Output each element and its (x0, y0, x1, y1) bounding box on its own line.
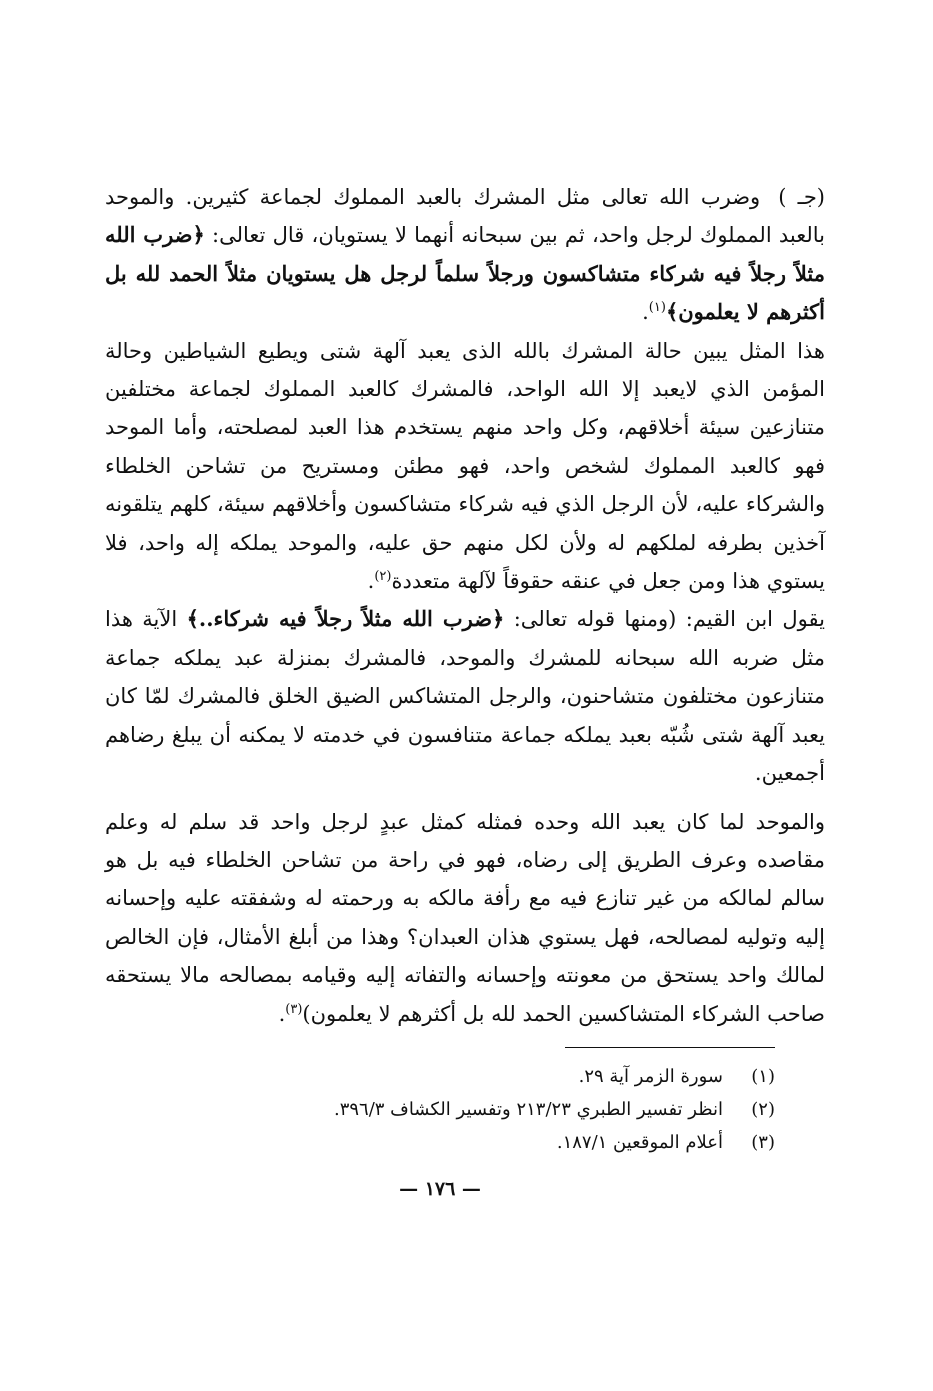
paragraph-3-text-after: الآية هذا مثل ضربه الله سبحانه للمشرك والموحد، فالمشرك بمنزلة عبد يملكه جماعة متنازعون مختلفون متشاحنون، والرجل المتشاكس الضيق الخلق فالمشرك لمّا كان يعبد آلهة شتى شُبّه بعبد يملكه جماعة متنافسون في خدمته لا يمكنه أن يبلغ رضاهم أجمعين. (105, 607, 825, 786)
section-marker: (جـ ) (778, 185, 825, 209)
paragraph-2 (105, 332, 825, 601)
paragraph-4-text: والموحد لما كان يعبد الله وحده فمثله كمثل عبدٍ لرجل واحد قد سلم له وعلم مقاصده وعرف الطريق إلى رضاه، فهو في راحة من تشاحن الخلطاء فيه بل هو سالم لمالكه من غير تنازع فيه مع رأفة مالكه به ورحمته له وشفقته عليه وإحسانه إليه وتوليه لمصالحه، فهل يستوي هذان العبدان؟ وهذا من أبلغ الأمثال، فإن الخالص لمالك واحد يستحق من معونته وإحسانه والتفاته إليه وقيامه بمصالحه مالا يستحقه صاحب الشركاء المتشاكسين الحمد لله بل أكثرهم لا يعلمون) (105, 809, 825, 1026)
paragraph-2-end: . (367, 569, 375, 594)
paragraph-1-text: وضرب الله تعالى مثل المشرك بالعبد المملوك لجماعة كثيرين. والموحد بالعبد المملوك لرجل واحد، ثم بين سبحانه أنهما لا يستويان، قال تعالى: (105, 185, 826, 248)
paragraph-4-end: . (278, 1001, 286, 1026)
footnote-text: أعلام الموقعين ١٨٧/١. (556, 1132, 723, 1153)
footnote-ref-3: (٣) (285, 1001, 303, 1017)
footnote-text: سورة الزمر آية ٢٩. (578, 1066, 723, 1087)
paragraph-1 (105, 178, 825, 332)
main-text (105, 178, 825, 1033)
footnote-number: (١) (751, 1066, 775, 1087)
paragraph-3 (105, 600, 825, 792)
footnote-ref-1: (١) (648, 300, 666, 316)
footnote-text: انظر تفسير الطبري ٢١٣/٢٣ وتفسير الكشاف ٣٩٦/٣. (333, 1099, 723, 1120)
footnote-item (200, 1126, 775, 1159)
paragraph-3-text-before: يقول ابن القيم: (ومنها قوله تعالى: (513, 607, 825, 632)
paragraph-1-end: . (642, 300, 649, 325)
footnote-ref-2: (٢) (374, 569, 392, 585)
page-number: — ١٧٦ — (399, 1178, 481, 1200)
footnote-item (200, 1060, 775, 1093)
paragraph-2-text: هذا المثل يبين حالة المشرك بالله الذى يعبد آلهة شتى ويطيع الشياطين وحالة المؤمن الذي لايعبد إلا الله الواحد، فالمشرك كالعبد المملوك لجماعة مختلفين متنازعين سيئة أخلاقهم، وكل واحد منهم يستخدم هذا العبد لمصلحته، وأما الموحد فهو كالعبد المملوك لشخص واحد، فهو مطئن ومستريح من تشاحن الخلطاء والشركاء عليه، لأن الرجل الذي فيه شركاء متشاكسون وأخلاقهم سيئة، كلهم يتلقونه آخذين بطرفه لملكهم له ولأن لكل منهم حق عليه، والموحد يملكه إله واحد، فلا يستوي هذا ومن جعل في عنقه حقوقاً لآلهة متعددة (105, 338, 825, 594)
footnote-number: (٣) (751, 1132, 775, 1153)
footnotes (200, 1060, 775, 1159)
quran-verse-2: ﴿ضرب الله مثلاً رجلاً فيه شركاء..﴾ (186, 606, 505, 632)
footnote-item (200, 1093, 775, 1126)
quran-verse-1: ﴿ضرب الله مثلاً رجلاً فيه شركاء متشاكسون ورجلاً سلماً لرجل هل يستويان مثلاً الحمد لله بل أكثرهم لا يعلمون﴾ (105, 222, 825, 325)
footnote-divider (565, 1047, 775, 1048)
footnote-number: (٢) (751, 1099, 775, 1120)
paragraph-4 (105, 803, 825, 1033)
